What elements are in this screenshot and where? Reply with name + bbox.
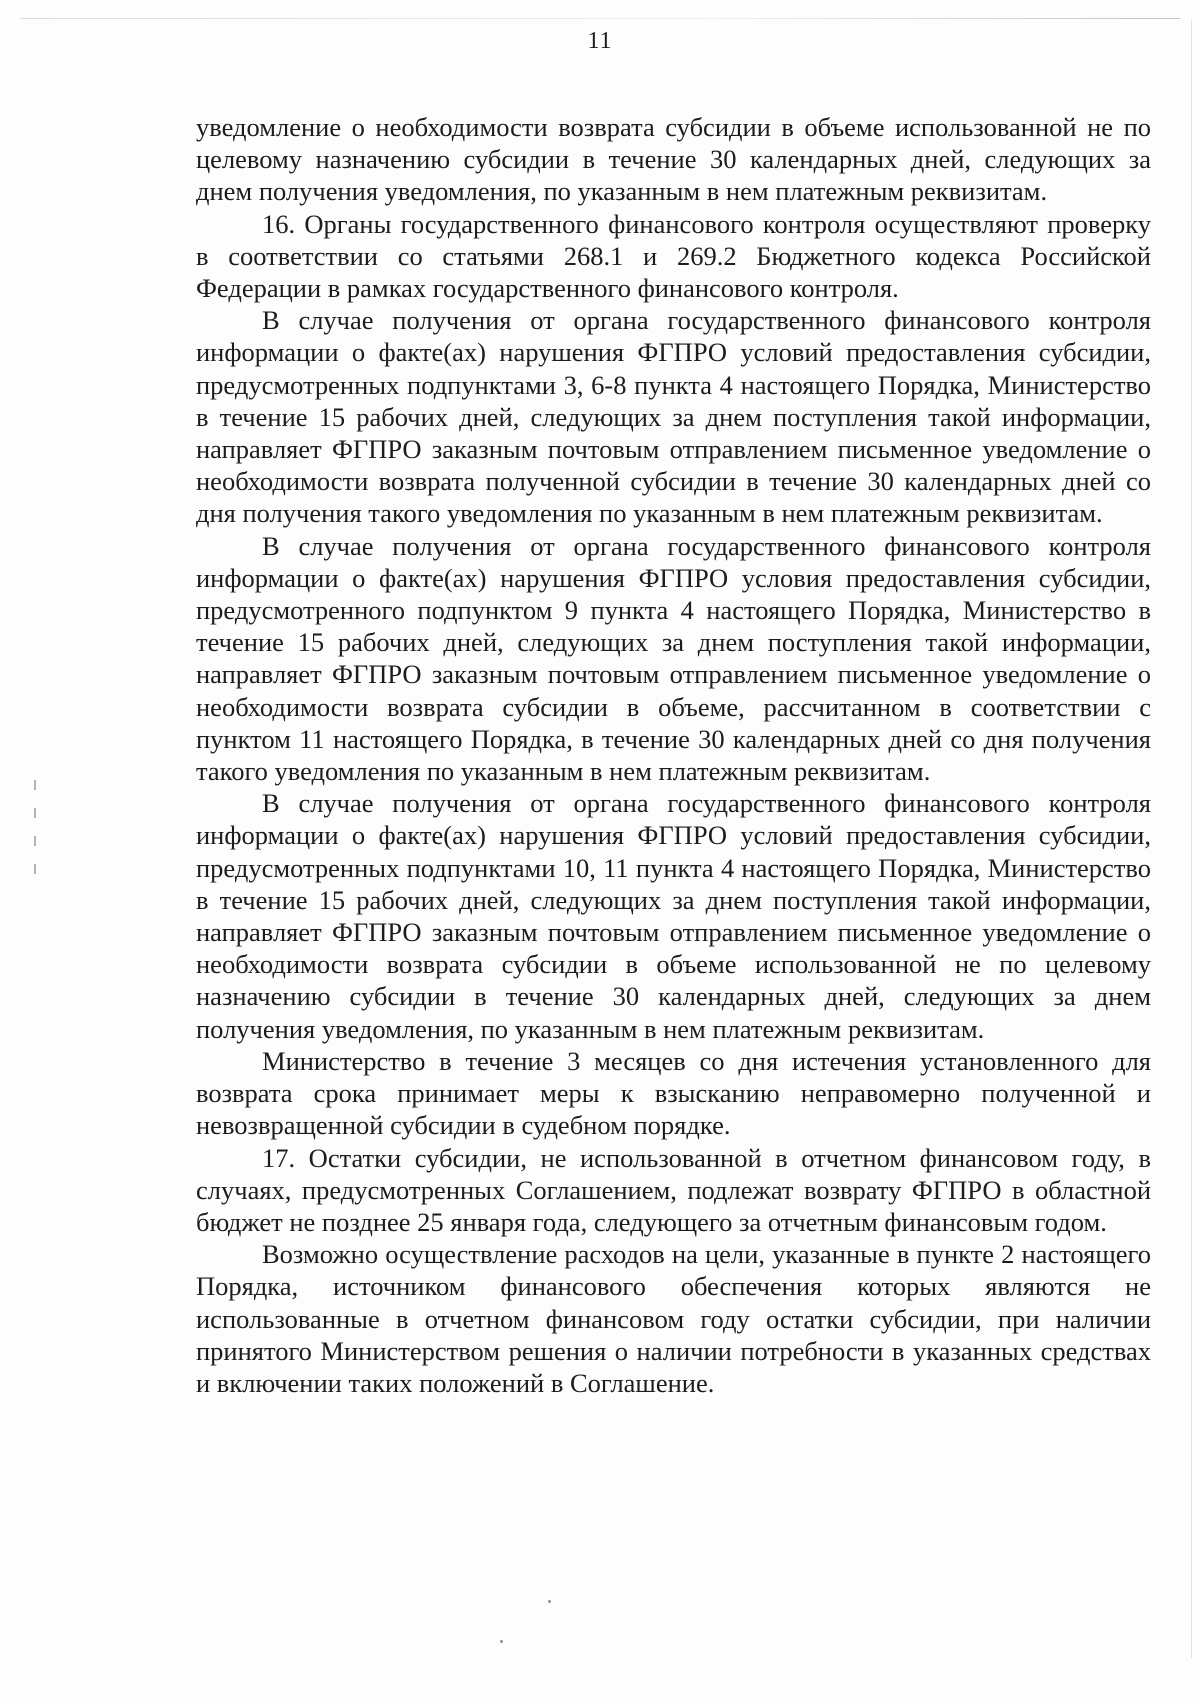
scan-edge-right: [1191, 20, 1192, 1658]
scan-mark: [34, 780, 36, 790]
scan-speck: [548, 1600, 551, 1603]
scan-mark: [34, 836, 36, 846]
paragraph-item-17: 17. Остатки субсидии, не использованной в отчетном финансовом году, в случаях, предусмотренных Соглашением, подлежат возврату ФГПРО в областной бюджет не позднее 25 января года, следующего за отчетным финансовым годом.: [196, 1142, 1151, 1237]
scan-margin-marks: [34, 780, 40, 900]
scan-mark: [34, 808, 36, 818]
paragraph-violation-10-11: В случае получения от органа государственного финансового контроля информации о факте(ах) нарушения ФГПРО условий предоставления субсидии, предусмотренных подпунктами 10, 11 пункта 4 настоящего Порядка, Министерство в течение 15 рабочих дней, следующих за днем поступления такой информации, направляет ФГПРО заказным почтовым отправлением письменное уведомление о необходимости возврата субсидии в объеме использованной не по целевому назначению субсидии в течение 30 календарных дней, следующих за днем получения уведомления, по указанным в нем платежным реквизитам.: [196, 788, 1151, 1044]
paragraph-item-16: 16. Органы государственного финансового контроля осуществляют проверку в соответствии со статьями 268.1 и 269.2 Бюджетного кодекса Российской Федерации в рамках государственного финансового контроля.: [196, 208, 1151, 304]
paragraph-continuation: уведомление о необходимости возврата субсидии в объеме использованной не по целевому назначению субсидии в течение 30 календарных дней, следующих за днем получения уведомления, по указанным в нем платежным реквизитам.: [196, 112, 1151, 207]
paragraph-remaining-funds: Возможно осуществление расходов на цели, указанные в пункте 2 настоящего Порядка, источником финансового обеспечения которых являются не использованные в отчетном финансовом году остатки субсидии, при наличии принятого Министерством решения о наличии потребности в указанных средствах и включении таких положений в Соглашение.: [196, 1239, 1151, 1398]
paragraph-violation-9: В случае получения от органа государственного финансового контроля информации о факте(ах) нарушения ФГПРО условия предоставления субсидии, предусмотренного подпунктом 9 пункта 4 настоящего Порядка, Министерство в течение 15 рабочих дней, следующих за днем поступления такой информации, направляет ФГПРО заказным почтовым отправлением письменное уведомление о необходимости возврата субсидии в объеме, рассчитанном в соответствии с пунктом 11 настоящего Порядка, в течение 30 календарных дней со дня получения такого уведомления по указанным в нем платежным реквизитам.: [196, 530, 1151, 787]
page-number: 11: [587, 28, 613, 54]
paragraph-violation-3-6-8: В случае получения от органа государственного финансового контроля информации о факте(ах) нарушения ФГПРО условий предоставления субсидии, предусмотренных подпунктами 3, 6-8 пункта 4 настоящего Порядка, Министерство в течение 15 рабочих дней, следующих за днем поступления такой информации, направляет ФГПРО заказным почтовым отправлением письменное уведомление о необходимости возврата полученной субсидии в течение 30 календарных дней со дня получения такого уведомления по указанным в нем платежным реквизитам.: [196, 305, 1151, 529]
paragraph-recovery: Министерство в течение 3 месяцев со дня истечения установленного для возврата срока принимает меры к взысканию неправомерно полученной и невозвращенной субсидии в судебном порядке.: [196, 1045, 1151, 1141]
scan-speck: [500, 1640, 503, 1643]
scan-mark: [34, 864, 36, 874]
document-body: [196, 111, 1151, 1399]
scan-edge-top: [20, 18, 1180, 19]
